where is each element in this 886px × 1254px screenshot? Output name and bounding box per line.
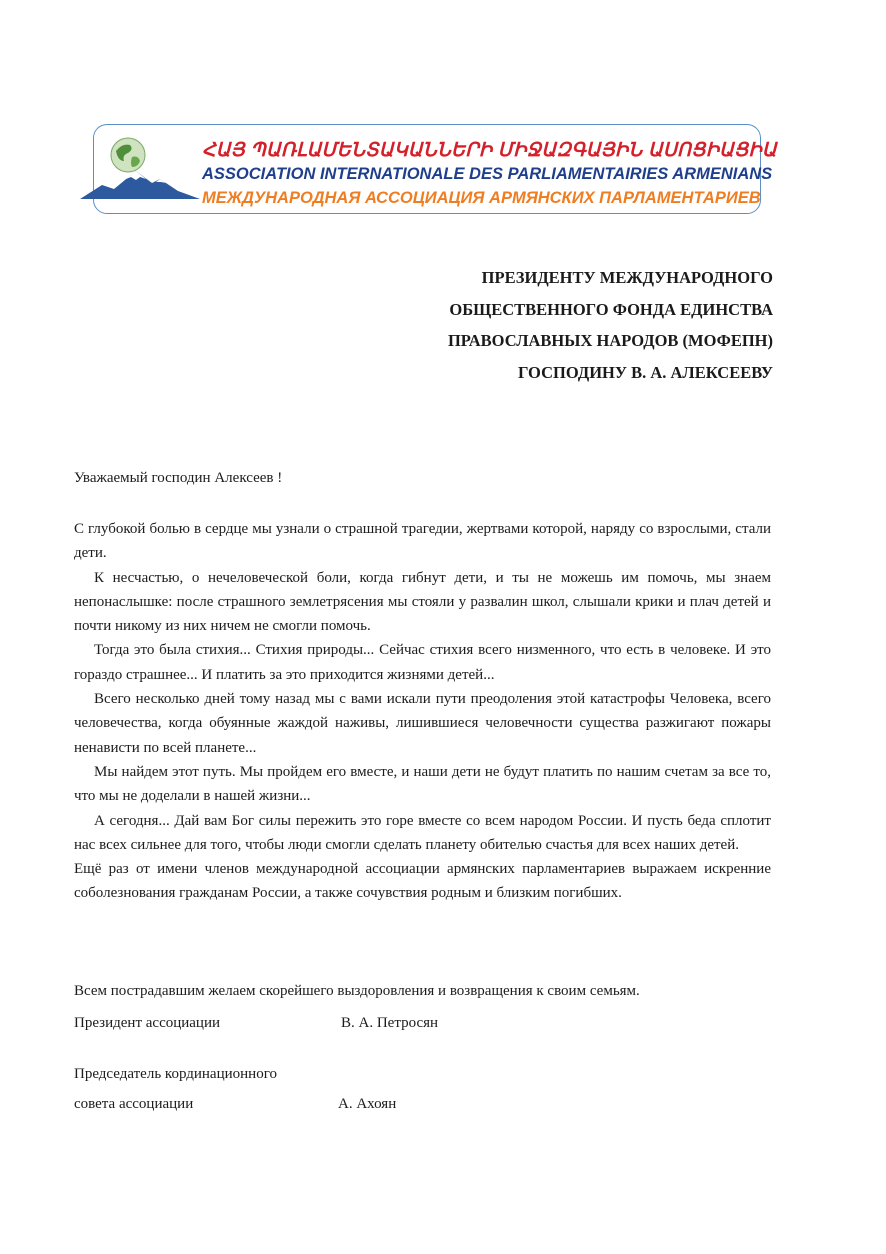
letter-body	[74, 517, 771, 906]
closing-wish: Всем пострадавшим желаем скорейшего выздоровления и возвращения к своим семьям.	[74, 983, 640, 999]
chair-label-line1: Председатель кординационного	[74, 1066, 277, 1082]
letterhead-french-title: ASSOCIATION INTERNATIONALE DES PARLIAMENTAIRIES ARMENIANS	[202, 165, 773, 183]
body-paragraph: Всего несколько дней тому назад мы с вами искали пути преодоления этой катастрофы Человека, всего человечества, когда обуянные жаждой наживы, лишившиеся человечности существа разжигают пожары ненависти по всей планете...	[74, 691, 771, 756]
president-label: Президент ассоциации	[74, 1015, 221, 1031]
addressee-line: ОБЩЕСТВЕННОГО ФОНДА ЕДИНСТВА	[449, 299, 773, 319]
addressee-line: ПРЕЗИДЕНТУ МЕЖДУНАРОДНОГО	[481, 268, 773, 287]
body-paragraph: С глубокой болью в сердце мы узнали о страшной трагедии, жертвами которой, наряду со взрослыми, стали дети.	[74, 521, 771, 562]
letterhead-russian-title: МЕЖДУНАРОДНАЯ АССОЦИАЦИЯ АРМЯНСКИХ ПАРЛАМЕНТАРИЕВ	[202, 189, 761, 207]
body-paragraph: Мы найдем этот путь. Мы пройдем его вместе, и наши дети не будут платить по нашим счетам за все то, что мы не доделали в нашей жизни...	[74, 763, 771, 805]
body-paragraph: Ещё раз от имени членов международной ассоциации армянских парламентариев выражаем искренние соболезнования гражданам России, а также сочувствия родным и близким погибших.	[74, 861, 771, 902]
body-paragraph: К несчастью, о нечеловеческой боли, когда гибнут дети, и ты не можешь им помочь, мы знаем непонаслышке: после страшного землетрясения мы стояли у развалин школ, слышали крики и плач детей и почти никому из них ничем не смогли помочь.	[74, 569, 771, 635]
letterhead	[93, 124, 777, 214]
chair-name: А. Ахоян	[338, 1096, 397, 1112]
addressee-block	[448, 262, 773, 388]
addressee-line: ПРАВОСЛАВНЫХ НАРОДОВ (МОФЕПН)	[447, 331, 773, 350]
body-paragraph: А сегодня... Дай вам Бог силы пережить это горе вместе со всем народом России. И пусть беда сплотит нас всех сильнее для того, чтобы люди смогли сделать планету обителью счастья для всех наших детей.	[74, 812, 771, 853]
addressee-line: ГОСПОДИНУ В. А. АЛЕКСЕЕВУ	[517, 362, 773, 382]
letterhead-armenian-title: ՀԱՅ ՊԱՌԼԱՄԵՆՏԱԿԱՆՆԵՐԻ ՄԻՋԱԶԳԱՅԻՆ ԱՍՈՑԻԱՑԻԱ	[202, 140, 777, 161]
body-paragraph: Тогда это была стихия... Стихия природы... Сейчас стихия всего низменного, что есть в человеке. И это гораздо страшнее... И платить за это приходится жизнями детей...	[74, 642, 771, 683]
mountain-ararat-icon	[80, 165, 200, 201]
salutation: Уважаемый господин Алексеев !	[74, 470, 283, 486]
president-name: В. А. Петросян	[341, 1015, 439, 1031]
chair-label-line2: совета ассоциации	[74, 1096, 194, 1112]
